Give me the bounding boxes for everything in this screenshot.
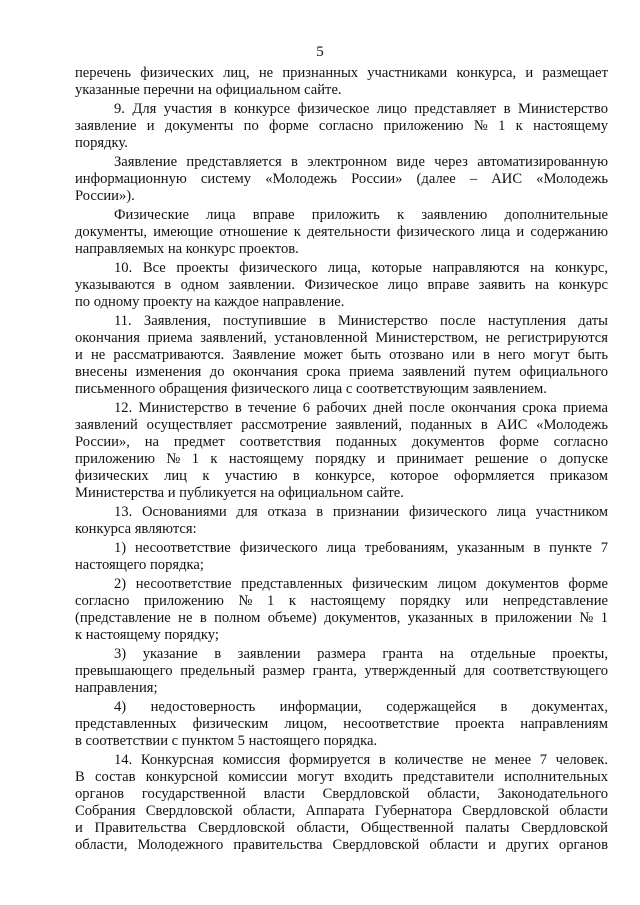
text-line: 9. Для участия в конкурсе физическое лицо представляет в Министерство bbox=[114, 101, 608, 117]
text-line: внесены изменения до окончания срока приема заявлений путем официального bbox=[75, 364, 608, 380]
text-line: по одному проекту на каждое направление. bbox=[75, 294, 345, 310]
text-line: Физические лица вправе приложить к заявлению дополнительные bbox=[114, 207, 608, 223]
text-line: (представление не в полном объеме) документов, указанных в приложении № 1 bbox=[75, 610, 608, 626]
text-line: органов государственной власти Свердловской области, Законодательного bbox=[75, 786, 608, 802]
text-line: указываются в одном заявлении. Физическое лицо вправе заявить на конкурс bbox=[75, 277, 608, 293]
text-line: и Правительства Свердловской области, Общественной палаты Свердловской bbox=[75, 820, 608, 836]
text-line: информационную систему «Молодежь России» (далее – АИС «Молодежь bbox=[75, 171, 608, 187]
text-line: и не рассматриваются. Заявление может быть отозвано или в него могут быть bbox=[75, 347, 608, 363]
text-line: 2) несоответствие представленных физическим лицом документов форме bbox=[114, 576, 608, 592]
text-line: России», на предмет соответствия поданных документов форме согласно bbox=[75, 434, 608, 450]
text-line: области, Молодежного правительства Свердловской области и других органов bbox=[75, 837, 608, 853]
text-line: заявление и документы по форме согласно приложению № 1 к настоящему bbox=[75, 118, 608, 134]
text-line: превышающего предельный размер гранта, утвержденный для соответствующего bbox=[75, 663, 608, 679]
text-line: направляемых на конкурс проектов. bbox=[75, 241, 299, 257]
text-line: Заявление представляется в электронном виде через автоматизированную bbox=[114, 154, 608, 170]
page-number: 5 bbox=[316, 44, 324, 60]
text-line: перечень физических лиц, не признанных участниками конкурса, и размещает bbox=[75, 65, 608, 81]
text-line: порядку. bbox=[75, 135, 128, 151]
text-line: представленных физическим лицом, несоответствие проекта направлениям bbox=[75, 716, 608, 732]
text-line: к настоящему порядку; bbox=[75, 627, 219, 643]
text-line: 12. Министерство в течение 6 рабочих дней после окончания срока приема bbox=[114, 400, 608, 416]
text-line: 4) недостоверность информации, содержащейся в документах, bbox=[114, 699, 608, 715]
text-line: письменного обращения физического лица с соответствующим заявлением. bbox=[75, 381, 547, 397]
text-line: документы, имеющие отношение к деятельности физического лица и содержанию bbox=[75, 224, 608, 240]
text-line: 11. Заявления, поступившие в Министерство после наступления даты bbox=[114, 313, 608, 329]
text-line: настоящего порядка; bbox=[75, 557, 204, 573]
text-line: 1) несоответствие физического лица требованиям, указанным в пункте 7 bbox=[114, 540, 608, 556]
text-line: приложению № 1 к настоящему порядку и принимает решение о допуске bbox=[75, 451, 608, 467]
text-line: Министерства и публикуется на официальном сайте. bbox=[75, 485, 404, 501]
text-line: конкурса являются: bbox=[75, 521, 197, 537]
text-line: направления; bbox=[75, 680, 158, 696]
text-line: указанные перечни на официальном сайте. bbox=[75, 82, 342, 98]
text-line: согласно приложению № 1 к настоящему порядку или непредставление bbox=[75, 593, 608, 609]
text-line: окончания приема заявлений, установленной Министерством, не регистрируются bbox=[75, 330, 608, 346]
text-line: в соответствии с пунктом 5 настоящего порядка. bbox=[75, 733, 378, 749]
text-line: России»). bbox=[75, 188, 135, 204]
text-line: В состав конкурсной комиссии могут входить представители исполнительных bbox=[75, 769, 608, 785]
text-line: 3) указание в заявлении размера гранта на отдельные проекты, bbox=[114, 646, 608, 662]
text-line: 10. Все проекты физического лица, которые направляются на конкурс, bbox=[114, 260, 608, 276]
text-line: заявлений осуществляет рассмотрение заявлений, поданных в АИС «Молодежь bbox=[75, 417, 608, 433]
text-line: 14. Конкурсная комиссия формируется в количестве не менее 7 человек. bbox=[114, 752, 608, 768]
text-line: Собрания Свердловской области, Аппарата Губернатора Свердловской области bbox=[75, 803, 608, 819]
text-line: 13. Основаниями для отказа в признании физического лица участником bbox=[114, 504, 608, 520]
text-line: физических лиц к участию в конкурсе, которое оформляется приказом bbox=[75, 468, 608, 484]
